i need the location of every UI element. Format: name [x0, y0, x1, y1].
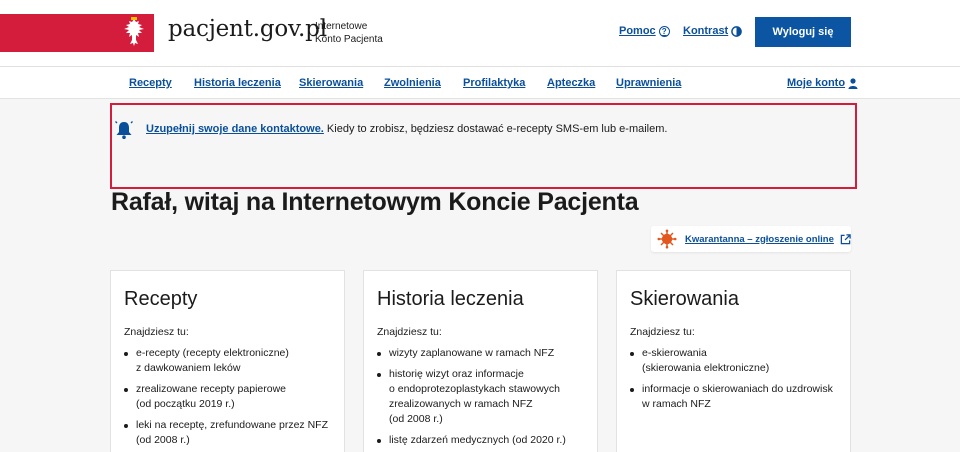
nav-item-uprawnienia[interactable]: Uprawnienia — [616, 77, 682, 89]
welcome-heading: Rafał, witaj na Internetowym Koncie Pacjenta — [111, 188, 639, 216]
list-item: wizyty zaplanowane w ramach NFZ — [377, 346, 592, 361]
logout-button[interactable]: Wyloguj się — [755, 17, 851, 47]
card-title: Recepty — [124, 288, 198, 310]
card-list — [630, 346, 845, 418]
contrast-icon — [731, 26, 742, 37]
contrast-toggle[interactable] — [683, 25, 742, 37]
my-account-label: Moje konto — [787, 77, 846, 89]
card-list — [377, 346, 592, 452]
card-intro: Znajdziesz tu: — [377, 326, 442, 338]
complete-contact-data-link[interactable]: Uzupełnij swoje dane kontaktowe. — [146, 123, 324, 135]
eagle-emblem-icon — [117, 14, 151, 52]
nav-item-historia-leczenia[interactable]: Historia leczenia — [194, 77, 281, 89]
contact-data-alert — [110, 103, 857, 189]
card-title: Historia leczenia — [377, 288, 524, 310]
list-item: e-skierowania (skierowania elektroniczne) — [630, 346, 845, 376]
subtitle-line-1: Internetowe — [315, 21, 368, 32]
list-item: zrealizowane recepty papierowe (od początku 2019 r.) — [124, 382, 339, 412]
help-link[interactable] — [619, 25, 670, 37]
alert-text: Kiedy to zrobisz, będziesz dostawać e-recepty SMS-em lub e-mailem. — [323, 123, 668, 135]
card-list — [124, 346, 339, 452]
user-icon — [848, 78, 858, 89]
alert-message — [146, 123, 667, 135]
site-logo[interactable]: pacjent.gov.pl — [168, 16, 327, 42]
bell-icon — [115, 120, 133, 140]
question-mark-icon: ? — [659, 26, 670, 37]
list-item: informacje o skierowaniach do uzdrowisk w ramach NFZ — [630, 382, 845, 412]
subtitle-line-2: Konto Pacjenta — [315, 34, 383, 45]
virus-icon — [657, 229, 677, 249]
nav-item-recepty[interactable]: Recepty — [129, 77, 172, 89]
contrast-label: Kontrast — [683, 25, 729, 37]
my-account-link[interactable] — [787, 77, 858, 89]
nav-item-zwolnienia[interactable]: Zwolnienia — [384, 77, 441, 89]
card-intro: Znajdziesz tu: — [124, 326, 189, 338]
nav-item-skierowania[interactable]: Skierowania — [299, 77, 364, 89]
card-title: Skierowania — [630, 288, 739, 310]
card-skierowania[interactable] — [616, 270, 851, 452]
help-label: Pomoc — [619, 25, 656, 37]
list-item: leki na receptę, zrefundowane przez NFZ (od 2008 r.) — [124, 418, 339, 448]
list-item: historię wizyt oraz informacje o endoprotezoplastykach stawowych zrealizowanych w ramach NFZ (od 2008 r.) — [377, 367, 592, 427]
external-link-icon — [840, 234, 851, 245]
card-recepty[interactable] — [110, 270, 345, 452]
quarantine-online-link[interactable] — [651, 226, 851, 252]
list-item: listę zdarzeń medycznych (od 2020 r.) — [377, 433, 592, 448]
main-nav — [0, 66, 960, 99]
list-item: e-recepty (recepty elektroniczne) z dawkowaniem leków — [124, 346, 339, 376]
card-historia-leczenia[interactable] — [363, 270, 598, 452]
site-subtitle — [315, 20, 383, 46]
nav-item-apteczka[interactable]: Apteczka — [547, 77, 596, 89]
card-intro: Znajdziesz tu: — [630, 326, 695, 338]
nav-item-profilaktyka[interactable]: Profilaktyka — [463, 77, 526, 89]
quarantine-label: Kwarantanna – zgłoszenie online — [685, 233, 834, 245]
site-header — [0, 0, 960, 66]
